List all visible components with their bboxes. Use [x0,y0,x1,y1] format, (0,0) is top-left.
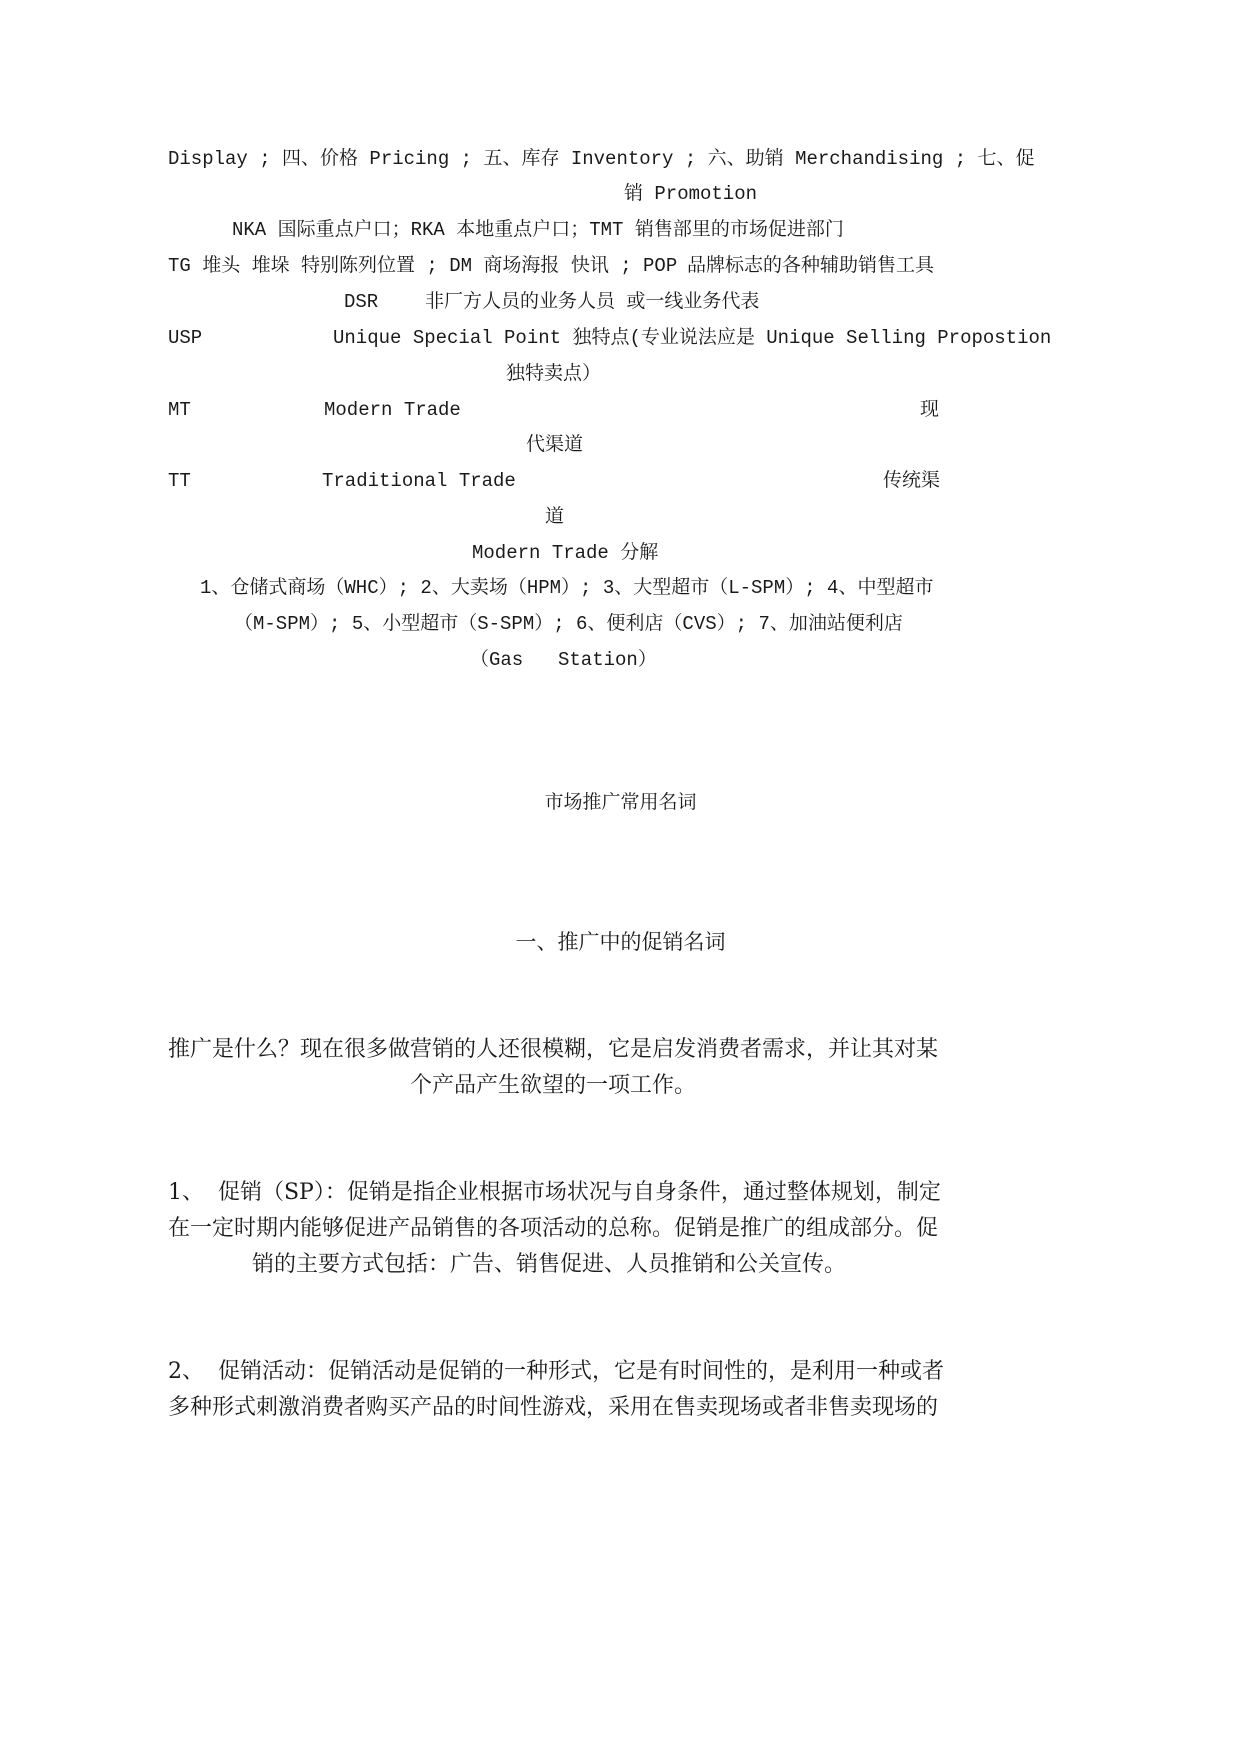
mt-term: MT [168,399,191,421]
glossary-line-5a: DSR [344,291,379,313]
tt-english: Traditional Trade [322,470,516,492]
glossary-line-4b: 品牌标志的各种辅助销售工具 [687,255,935,277]
usp-term: USP [168,327,203,349]
glossary-line-3: NKA 国际重点户口；RKA 本地重点户口；TMT 销售部里的市场促进部门 [232,219,844,241]
section-subtitle: 一、推广中的促销名词 [515,930,726,954]
mt-breakdown-line-2: （M-SPM）; 5、小型超市（S-SPM）; 6、便利店（CVS）; 7、加油站便利店 [234,613,903,635]
mt-breakdown-line-1: 1、仓储式商场（WHC）; 2、大卖场（HPM）; 3、大型超市（L-SPM）; 4、中型超市 [200,577,934,599]
item1-line-1: 1、 促销（SP）：促销是指企业根据市场状况与自身条件，通过整体规划，制定 [168,1180,941,1205]
mt-chinese-b: 代渠道 [526,434,584,456]
tt-chinese-a: 传统渠 [883,470,941,492]
glossary-line-5b: 非厂方人员的业务人员 或一线业务代表 [425,291,760,313]
glossary-line-1: Display ; 四、价格 Pricing ; 五、库存 Inventory ; 六、助销 Merchandising ; 七、促 [168,148,1035,170]
item1-line-3: 销的主要方式包括：广告、销售促进、人员推销和公关宣传。 [252,1252,847,1277]
mt-breakdown-line-3a: （Gas [470,649,524,671]
section-title: 市场推广常用名词 [544,791,697,813]
usp-definition: Unique Special Point 独特点(专业说法应是 Unique Selling Propostion [333,327,1052,349]
glossary-line-2: 销 Promotion [623,183,758,205]
mt-breakdown-title: Modern Trade 分解 [472,542,659,564]
glossary-line-4a: TG 堆头 堆垛 特别陈列位置 ; DM 商场海报 快讯 ; POP [168,255,678,277]
mt-english: Modern Trade [324,399,461,421]
intro-line-1: 推广是什么？现在很多做营销的人还很模糊，它是启发消费者需求，并让其对某 [168,1037,939,1062]
item2-line-1: 2、 促销活动：促销活动是促销的一种形式，它是有时间性的，是利用一种或者 [168,1359,944,1384]
item1-line-2: 在一定时期内能够促进产品销售的各项活动的总称。促销是推广的组成部分。促 [168,1216,939,1241]
intro-line-2: 个产品产生欲望的一项工作。 [410,1073,697,1098]
usp-definition-cont: 独特卖点） [506,363,602,385]
mt-chinese-a: 现 [920,399,940,421]
item2-line-2: 多种形式刺激消费者购买产品的时间性游戏，采用在售卖现场或者非售卖现场的 [168,1395,939,1420]
mt-breakdown-line-3b: Station） [558,649,657,671]
tt-chinese-b: 道 [545,506,565,528]
tt-term: TT [168,470,191,492]
